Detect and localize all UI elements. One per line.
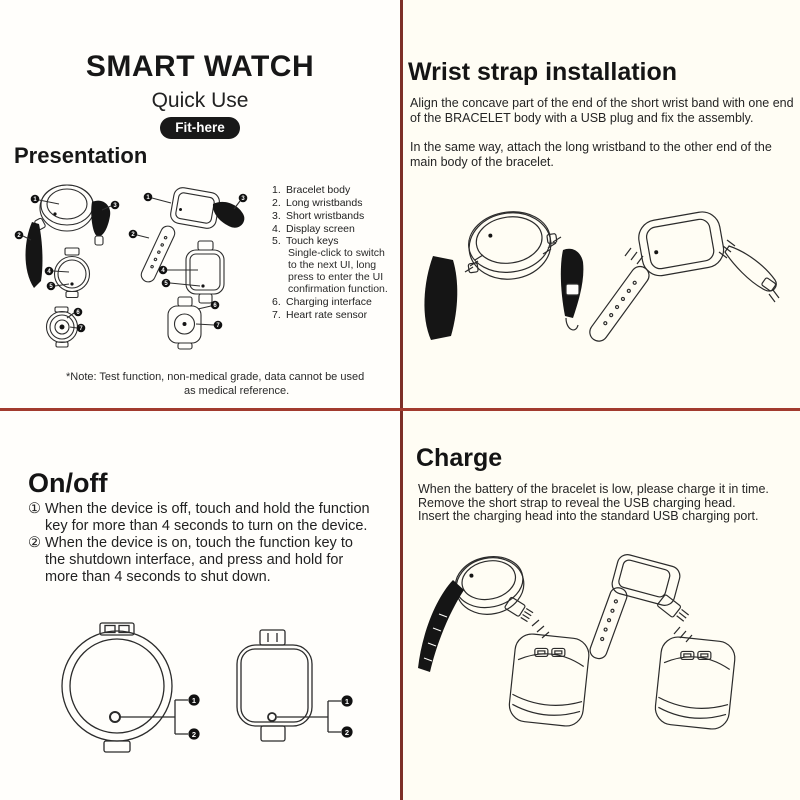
part-item (272, 185, 396, 197)
step-text: When the device is on, touch the function key to the shutdown interface, and press and hold for more than 4 seconds to shut down. (45, 535, 353, 586)
part-label: Bracelet body (286, 184, 351, 196)
onoff-diagram (38, 598, 383, 783)
callout-7: 7 (216, 323, 220, 330)
callout-3: 3 (113, 203, 117, 210)
part-number: 2. (272, 196, 281, 209)
page-title: SMART WATCH (85, 50, 315, 83)
long-strap-dark (424, 256, 457, 340)
callout-1: 1 (146, 195, 150, 202)
part-number: 1. (272, 184, 281, 196)
parts-list (272, 185, 396, 322)
callout-7: 7 (79, 326, 83, 333)
part-number: 5. (272, 235, 281, 248)
part-label: Charging interface (286, 295, 372, 308)
charge-line2: Remove the short strap to reveal the USB charging head. (418, 495, 736, 510)
round-watch-callouts (188, 694, 199, 739)
square-watch-usb (588, 552, 692, 660)
charge-heading: Charge (416, 444, 503, 472)
part-number: 4. (272, 222, 281, 235)
part-detail: Single-click to switch to the next UI, long press to enter the UI confirmation function. (288, 247, 388, 295)
callout-6: 6 (76, 310, 80, 317)
wrist-strap-para2: In the same way, attach the long wristband to the other end of the main body of the bracelet. (410, 140, 772, 169)
presentation-heading: Presentation (14, 143, 148, 168)
short-strap-outline (725, 246, 776, 291)
callout-5: 5 (49, 284, 53, 291)
square-watch-front (237, 630, 341, 741)
round-watch-front (62, 623, 188, 752)
note-line1: *Note: Test function, non-medical grade, data cannot be used (66, 371, 365, 383)
callout-6: 6 (213, 303, 217, 310)
onoff-callout-2: 2 (344, 727, 350, 737)
strap-outline (588, 585, 629, 660)
attach-arrows (465, 255, 483, 272)
onoff-heading: On/off (28, 468, 108, 498)
part-label: Touch keys (286, 235, 339, 248)
part-number: 3. (272, 209, 281, 222)
callout-1: 1 (33, 197, 37, 204)
step-marker: ① (28, 501, 41, 517)
vertical-divider (400, 0, 403, 800)
insert-arrows (674, 627, 692, 642)
strap-installation-diagram (415, 188, 795, 373)
note-text (66, 371, 364, 399)
part-number: 7. (272, 308, 281, 321)
part-label: Heart rate sensor (286, 308, 368, 321)
square-watch-callouts (341, 695, 352, 737)
wrist-strap-heading: Wrist strap installation (408, 58, 678, 86)
step-marker: ② (28, 535, 41, 552)
part-item (272, 297, 396, 309)
part-number: 6. (272, 295, 281, 308)
long-strap-outline (586, 263, 652, 345)
page-subtitle: Quick Use (151, 89, 249, 112)
part-label-wrap (286, 236, 396, 295)
part-item (272, 211, 396, 223)
part-item (272, 224, 396, 236)
attach-arrows (543, 237, 561, 254)
usb-charger (654, 635, 737, 730)
round-watch-usb (418, 551, 549, 672)
badge-wrap (0, 117, 400, 139)
square-watch-with-straps (586, 209, 779, 345)
part-item (272, 198, 396, 210)
horizontal-divider (0, 408, 800, 411)
round-watch-exploded (23, 185, 111, 347)
round-watch-with-straps (424, 206, 583, 340)
part-label: Long wristbands (286, 196, 363, 209)
step-item (28, 501, 373, 535)
presentation-diagram (10, 178, 268, 350)
square-watch-exploded (137, 186, 244, 349)
callout-4: 4 (161, 268, 165, 275)
part-item (272, 236, 396, 295)
short-strap-dark (213, 202, 244, 228)
onoff-callout-1: 1 (344, 696, 350, 706)
long-strap-dark (26, 222, 43, 288)
fit-here-badge: Fit-here (160, 117, 240, 139)
usb-plug (657, 594, 690, 624)
callout-4: 4 (47, 269, 51, 276)
charge-diagram (408, 538, 793, 773)
callout-5: 5 (164, 281, 168, 288)
charge-line1: When the battery of the bracelet is low, please charge it in time. (418, 482, 769, 496)
charge-line3: Insert the charging head into the standard USB charging port. (418, 509, 759, 523)
short-strap-dark (91, 201, 110, 237)
part-label: Short wristbands (286, 209, 365, 222)
callout-2: 2 (131, 232, 135, 239)
wrist-strap-para1: Align the concave part of the end of the short wrist band with one end of the BRACELET body with a USB plug and fix the assembly. (410, 96, 794, 125)
short-strap-dark (561, 249, 584, 318)
note-line2: as medical reference. (184, 384, 290, 397)
callout-3: 3 (241, 196, 245, 203)
onoff-steps (28, 501, 373, 587)
part-label: Display screen (286, 222, 355, 235)
usb-charger (508, 632, 591, 727)
step-item (28, 535, 373, 586)
onoff-callout-2: 2 (191, 729, 197, 739)
step-text: When the device is off, touch and hold the function key for more than 4 seconds to turn on the device. (45, 501, 370, 535)
part-item (272, 310, 396, 322)
usb-plug (504, 597, 534, 622)
onoff-callout-1: 1 (191, 695, 197, 705)
charge-text (418, 483, 798, 524)
long-strap-outline (139, 224, 177, 284)
callout-2: 2 (17, 233, 21, 240)
